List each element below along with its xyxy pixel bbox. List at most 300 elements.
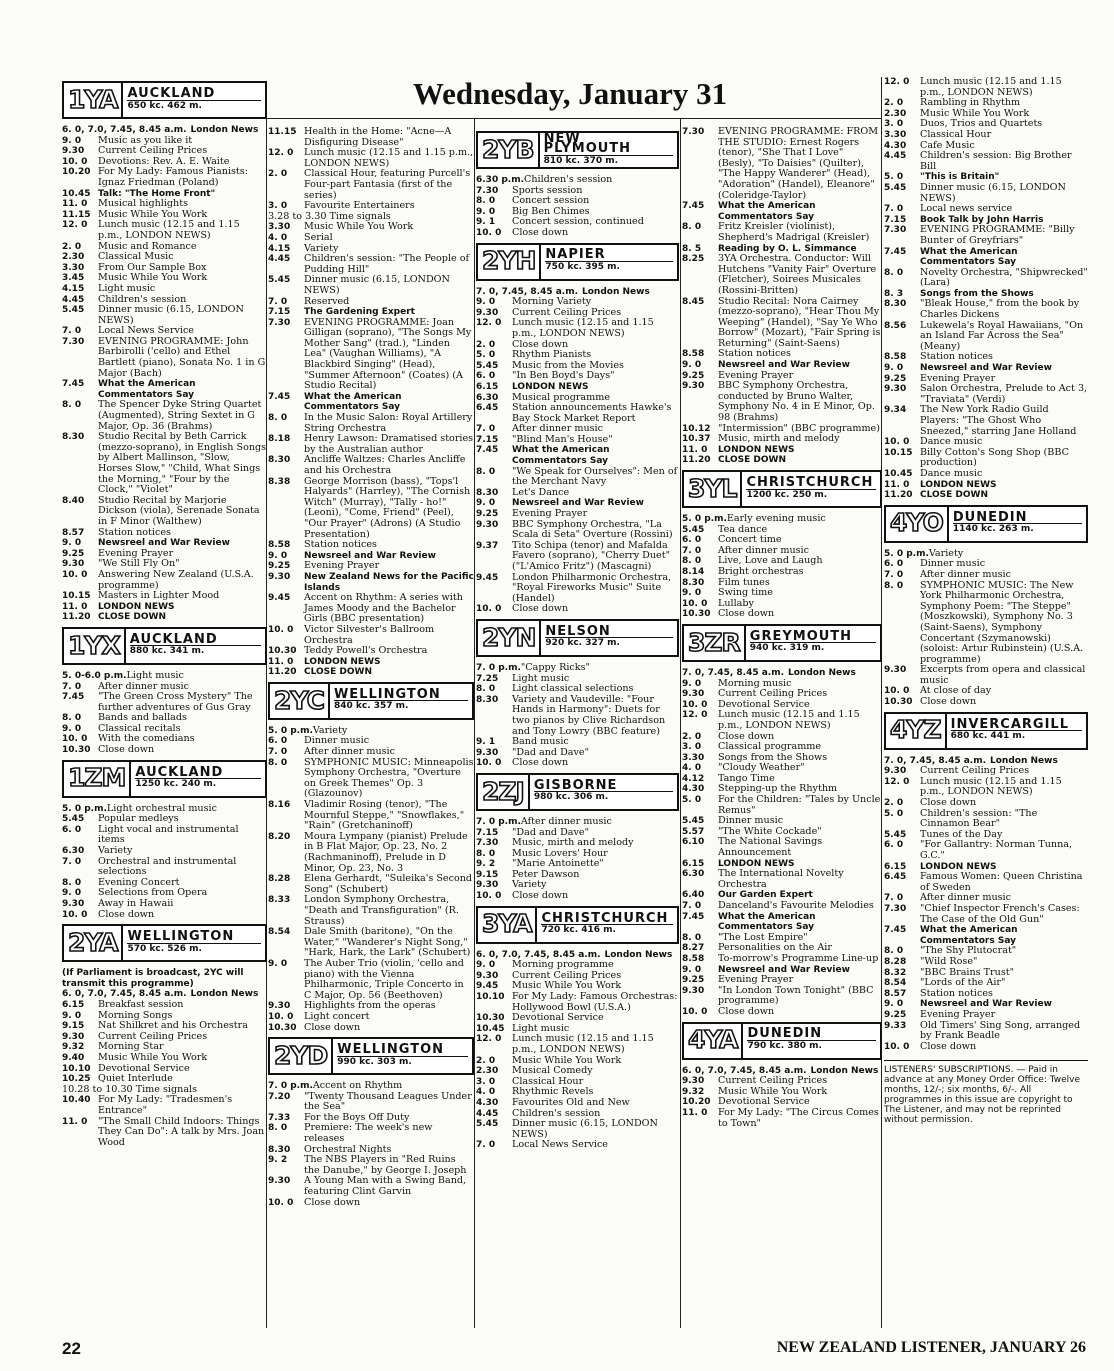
programme-entry xyxy=(476,318,679,339)
programme-time: 6. 0 xyxy=(268,736,288,747)
programme-entry xyxy=(884,204,1088,215)
programme-time: 9.25 xyxy=(884,1009,907,1020)
programme-entry xyxy=(884,989,1088,1000)
programme-entry xyxy=(476,695,679,737)
programme-title: Morning music xyxy=(718,677,792,689)
programme-time: 5. 0 p.m. xyxy=(268,725,313,736)
programme-title: Dance music xyxy=(920,436,983,448)
programme-time: 5.57 xyxy=(682,826,705,837)
programme-entry xyxy=(682,201,882,222)
programme-title: Light music xyxy=(98,282,156,294)
programme-time: 11. 0 xyxy=(682,1107,708,1118)
programme-time: 8. 0 xyxy=(268,1123,288,1134)
programme-title: Close down xyxy=(920,797,977,809)
programme-entry xyxy=(884,581,1088,666)
programme-title: Newsreel and War Review xyxy=(920,363,1052,374)
programme-time: 9.25 xyxy=(682,975,705,986)
programme-title: After dinner music xyxy=(98,680,189,692)
programme-title: London Philharmonic Orchestra, "Royal Fireworks Music" Suite (Handel) xyxy=(512,571,672,604)
programme-title: Children's session xyxy=(524,174,613,185)
programme-time: 7.15 xyxy=(476,434,499,445)
programme-title: Close down xyxy=(512,226,569,238)
programme-entry xyxy=(884,247,1088,268)
station-logo xyxy=(476,131,679,169)
programme-title: Serial xyxy=(304,231,333,243)
programme-title: Newsreel and War Review xyxy=(304,550,436,561)
programme-entry xyxy=(682,710,882,731)
programme-time: 5. 0 xyxy=(884,172,904,183)
programme-title: Musical programme xyxy=(512,391,611,403)
programme-entry xyxy=(268,832,474,874)
station-frequency: 650 kc. 462 m. xyxy=(127,100,202,111)
programme-title: Variety xyxy=(98,845,133,857)
station-call-sign: 2YN xyxy=(478,621,541,655)
station-city: INVERCARGILL xyxy=(951,720,1082,732)
programme-time: 4.15 xyxy=(62,283,85,294)
programme-title: Band music xyxy=(512,736,569,748)
programme-time: 9.30 xyxy=(476,747,499,758)
programme-time: 9. 0 xyxy=(62,135,82,146)
programme-title: Dale Smith (baritone), "On the Water," "Wanderer's Night Song," "Hark, Hark, the Lark" (Schubert) xyxy=(304,926,471,959)
programme-time: 7. 0 xyxy=(476,1140,496,1151)
programme-title: Victor Silvester's Ballroom Orchestra xyxy=(304,623,435,646)
programme-entry xyxy=(62,167,267,188)
programme-title: Dance music xyxy=(920,467,983,479)
station-logo xyxy=(682,470,882,508)
programme-time: 11. 0 xyxy=(62,601,88,612)
programme-entry xyxy=(476,541,679,573)
programme-title: Answering New Zealand (U.S.A. programme) xyxy=(98,568,254,591)
programme-title: Sports session xyxy=(512,184,583,196)
programme-title: Variety xyxy=(304,242,339,254)
station-call-sign: 1YA xyxy=(64,83,123,117)
programme-entry xyxy=(476,663,679,674)
station-logo xyxy=(682,624,882,662)
programme-title: "In Ben Boyd's Days" xyxy=(512,370,615,382)
programme-entry xyxy=(682,349,882,360)
programme-time: 9.30 xyxy=(682,1076,705,1087)
programme-title: Close down xyxy=(718,608,775,620)
programme-title: Musical Comedy xyxy=(512,1065,593,1077)
programme-title: Music and Romance xyxy=(98,240,197,252)
programme-time: 9.40 xyxy=(62,1052,85,1063)
programme-entry xyxy=(884,777,1088,798)
station-info xyxy=(541,245,677,279)
programme-title: Nat Shilkret and his Orchestra xyxy=(98,1020,248,1032)
programme-title: LONDON NEWS xyxy=(304,656,381,667)
programme-time: 10.10 xyxy=(62,1063,91,1074)
programme-time: 10. 0 xyxy=(884,1041,910,1052)
programme-time: 7. 0 xyxy=(62,681,82,692)
programme-entry xyxy=(268,1023,474,1034)
programme-entry xyxy=(884,480,1088,491)
programme-time: 9.45 xyxy=(476,981,499,992)
programme-entry xyxy=(62,1000,267,1011)
programme-title: Bands and ballads xyxy=(98,712,187,724)
programme-title: CLOSE DOWN xyxy=(98,612,167,623)
programme-entry xyxy=(62,220,267,241)
programme-title: Studio Recital by Marjorie Dickson (viola), Serenade Sonata in F Minor (Walthew) xyxy=(98,494,260,527)
programme-entry xyxy=(268,1001,474,1012)
station-city: NELSON xyxy=(545,627,673,639)
station-frequency: 880 kc. 341 m. xyxy=(129,646,205,657)
programme-entry xyxy=(62,671,267,682)
station-city: NAPIER xyxy=(545,250,673,262)
programme-time: 10. 0 xyxy=(682,598,708,609)
programme-title: "Cloudy Weather" xyxy=(718,762,805,774)
programme-entry xyxy=(62,273,267,284)
programme-title: Variety xyxy=(512,879,547,891)
station-frequency: 1250 kc. 240 m. xyxy=(135,779,217,790)
station-call-sign: 3ZR xyxy=(684,626,746,660)
programme-title: Ancliffe Waltzes: Charles Ancliffe and his Orchestra xyxy=(304,454,466,476)
programme-time: 9. 0 xyxy=(62,538,82,549)
station-frequency: 920 kc. 327 m. xyxy=(545,638,620,649)
programme-title: Light music xyxy=(512,1022,570,1034)
programme-title: Evening Prayer xyxy=(920,1008,996,1020)
programme-title: The NBS Players in "Red Ruins the Danube," by George I. Joseph xyxy=(304,1154,467,1176)
programme-title: Health in the Home: "Acne—A Disfiguring Disease" xyxy=(304,126,452,148)
programme-time: 7. 0 p.m. xyxy=(476,662,521,673)
programme-title: What the American Commentators Say xyxy=(920,925,1018,946)
programme-time: 2. 0 xyxy=(682,731,702,742)
programme-entry xyxy=(268,1155,474,1176)
programme-title: After dinner music xyxy=(512,423,603,435)
programme-title: After dinner music xyxy=(520,815,612,827)
programme-entry xyxy=(268,572,474,593)
programme-title: Current Ceiling Prices xyxy=(512,969,622,981)
programme-time: 2. 0 xyxy=(476,1055,496,1066)
programme-time: 5. 0 xyxy=(682,795,702,806)
station-frequency: 790 kc. 380 m. xyxy=(747,1041,822,1052)
programme-time: 10.30 xyxy=(682,609,711,620)
programme-entry xyxy=(682,525,882,536)
programme-time: 7. 0, 7.45, 8.45 a.m. xyxy=(476,286,579,297)
programme-title: Musical highlights xyxy=(98,198,189,210)
programme-time: 12. 0 xyxy=(884,77,910,87)
programme-time: 7.45 xyxy=(884,925,907,936)
programme-title: London News xyxy=(190,125,259,135)
programme-time: 9. 2 xyxy=(476,859,496,870)
programme-time: 6. 0 xyxy=(884,840,904,851)
programme-time: 5.45 xyxy=(884,182,907,193)
programme-title: The International Novelty Orchestra xyxy=(718,868,844,890)
column-3 xyxy=(476,127,679,1151)
programme-title: The Auber Trio (violin, 'cello and piano) with the Vienna Philharmonic, Triple Concerto in C Major, Op. 56 (Beethoven) xyxy=(304,957,464,1001)
programme-time: 9.30 xyxy=(476,970,499,981)
programme-time: 10. 0 xyxy=(268,624,294,635)
programme-time: 6. 0 xyxy=(476,371,496,382)
programme-entry xyxy=(62,825,267,846)
programme-time: 7.45 xyxy=(62,379,85,390)
programme-time: 8.56 xyxy=(884,320,907,331)
programme-entry xyxy=(62,857,267,878)
programme-title: Close down xyxy=(98,908,155,920)
programme-entry xyxy=(884,77,1088,98)
station-city: AUCKLAND xyxy=(130,635,261,647)
programme-title: Novelty Orchestra, "Shipwrecked" (Lara) xyxy=(920,266,1088,289)
programme-title: Highlights from the operas xyxy=(304,1000,436,1012)
programme-time: 9.30 xyxy=(682,985,705,996)
programme-time: 6.30 xyxy=(476,392,499,403)
station-frequency: 980 kc. 306 m. xyxy=(533,792,609,803)
programme-entry xyxy=(682,514,882,525)
programme-title: Morning Variety xyxy=(512,296,592,308)
programme-title: Current Ceiling Prices xyxy=(920,765,1030,777)
programme-entry xyxy=(268,127,474,148)
station-info xyxy=(540,130,677,167)
programme-time: 7. 0 xyxy=(62,856,82,867)
programme-time: 9.30 xyxy=(476,519,499,530)
programme-time: 4.45 xyxy=(884,151,907,162)
programme-entry xyxy=(268,561,474,572)
programme-title: Music While You Work xyxy=(304,221,414,233)
station-info xyxy=(123,83,265,117)
programme-time: 8.30 xyxy=(62,432,85,443)
programme-time: 8.32 xyxy=(884,967,907,978)
programme-time: 4.45 xyxy=(268,254,291,265)
programme-time: 6.15 xyxy=(682,858,705,869)
station-city: AUCKLAND xyxy=(135,768,261,780)
programme-entry xyxy=(682,668,882,679)
programme-time: 8. 0 xyxy=(884,946,904,957)
station-call-sign: 2YH xyxy=(478,245,541,279)
programme-time: 9. 0 xyxy=(268,550,288,561)
programme-title: SYMPHONIC MUSIC: The New York Philharmonic Orchestra, Symphony Poem: "The Steppe" (Moszkowski), Symphony No. 3 (Saint-Saens), Symphony Concertant (Szymanowski) (soloist: Artur Rubinstein) (U.S.A. programme) xyxy=(920,579,1084,665)
programme-title: Evening Prayer xyxy=(718,974,794,986)
programme-title: Close down xyxy=(920,1040,977,1052)
programme-title: Music While You Work xyxy=(98,208,208,220)
programme-title: "For Gallantry: Norman Tunna, G.C." xyxy=(920,839,1073,861)
programme-entry xyxy=(268,318,474,392)
programme-time: 8.45 xyxy=(682,296,705,307)
programme-title: Close down xyxy=(920,696,977,708)
programme-entry xyxy=(62,1032,267,1043)
programme-title: Salon Orchestra, Prelude to Act 3, "Traviata" (Verdi) xyxy=(920,383,1088,405)
programme-note: 10.28 to 10.30 Time signals xyxy=(62,1083,198,1095)
station-logo xyxy=(62,924,267,962)
programme-entry xyxy=(884,405,1088,437)
programme-title: Tito Schipa (tenor) and Mafalda Favero (soprano), "Cherry Duet" ("L'Amico Fritz") (Mascagni) xyxy=(512,539,670,572)
programme-entry xyxy=(268,1092,474,1113)
programme-title: Close down xyxy=(98,744,155,756)
programme-time: 12. 0 xyxy=(62,220,88,231)
programme-time: 11.20 xyxy=(268,667,297,678)
programme-time: 7. 0, 7.45, 8.45 a.m. xyxy=(682,667,785,678)
programme-title: Current Ceiling Prices xyxy=(512,306,622,318)
programme-time: 5.45 xyxy=(884,829,907,840)
programme-time: 9. 0 xyxy=(476,297,496,308)
programme-entry xyxy=(268,1012,474,1023)
programme-time: 7.45 xyxy=(62,692,85,703)
programme-title: Henry Lawson: Dramatised stories by the Australian author xyxy=(304,433,474,455)
station-call-sign: 2YA xyxy=(64,926,123,960)
programme-title: Music as you like it xyxy=(98,134,193,146)
programme-title: LONDON NEWS xyxy=(718,444,795,455)
programme-title: Tea dance xyxy=(718,523,768,535)
programme-entry xyxy=(268,874,474,895)
programme-entry xyxy=(884,549,1088,560)
programme-title: Newsreel and War Review xyxy=(718,964,850,975)
programme-entry xyxy=(476,1034,679,1055)
programme-entry xyxy=(476,604,679,615)
programme-title: Classical Music xyxy=(98,251,174,263)
programme-title: Local News Service xyxy=(98,325,194,337)
programme-title: For My Lady: Famous Pianists: Ignaz Friedman (Poland) xyxy=(98,166,248,188)
programme-entry xyxy=(268,726,474,737)
programme-entry xyxy=(268,275,474,296)
programme-time: 10.40 xyxy=(62,1095,91,1106)
programme-title: Lunch music (12.15 and 1.15 p.m., LONDON NEWS) xyxy=(718,709,860,731)
programme-entry xyxy=(62,432,267,496)
programme-time: 9.30 xyxy=(884,665,907,676)
programme-title: Devotions: Rev. A. E. Waite xyxy=(98,155,230,167)
programme-entry xyxy=(62,612,267,623)
programme-title: EVENING PROGRAMME: Joan Gilligan (soprano), "The Songs My Mother Sang" (trad.), "Linden Lea" (Vaughan Williams), "A Blackbird Singing" (Head), "Summer Afternoon" (Coates) (A Studio Recital) xyxy=(304,316,472,392)
station-info xyxy=(537,908,677,942)
programme-title: London News xyxy=(990,755,1058,766)
programme-time: 6.45 xyxy=(476,403,499,414)
station-logo xyxy=(62,627,267,665)
programme-time: 8.27 xyxy=(682,943,705,954)
programme-entry xyxy=(268,297,474,308)
programme-entry xyxy=(62,899,267,910)
programme-time: 6.30 p.m. xyxy=(476,175,524,185)
programme-title: For the Children: "Tales by Uncle Remus" xyxy=(718,794,881,816)
station-info xyxy=(743,1024,880,1058)
programme-entry xyxy=(682,127,882,201)
programme-entry xyxy=(268,540,474,551)
programme-title: Big Ben Chimes xyxy=(512,205,590,217)
programme-time: 7.45 xyxy=(476,445,499,456)
programme-time: 12. 0 xyxy=(476,1034,502,1045)
programme-time: 9. 1 xyxy=(476,217,496,228)
programme-time: 10. 0 xyxy=(62,156,88,167)
programme-time: 10.15 xyxy=(884,447,913,458)
programme-entry xyxy=(62,570,267,591)
programme-entry xyxy=(268,927,474,959)
programme-time: 9. 0 xyxy=(476,206,496,217)
programme-title: Close down xyxy=(512,338,569,350)
station-info xyxy=(541,621,677,655)
programme-title: Danceland's Favourite Melodies xyxy=(718,900,874,911)
programme-time: 9.30 xyxy=(268,1001,291,1012)
programme-note: (If Parliament is broadcast, 2YC will transmit this programme) xyxy=(62,968,244,989)
programme-title: Lunch music (12.15 and 1.15 p.m., LONDON NEWS) xyxy=(512,1033,654,1055)
programme-title: Light music xyxy=(512,672,570,684)
programme-time: 5. 0 xyxy=(884,808,904,819)
programme-time: 12. 0 xyxy=(476,318,502,329)
station-info xyxy=(131,762,265,796)
programme-title: Concert session xyxy=(512,195,590,207)
programme-title: In the Music Salon: Royal Artillery String Orchestra xyxy=(304,412,473,434)
programme-entry xyxy=(682,901,882,912)
programme-title: Evening Prayer xyxy=(920,372,996,384)
programme-title: At close of day xyxy=(920,685,992,697)
programme-title: With the comedians xyxy=(98,733,195,745)
programme-note: 3.28 to 3.30 Time signals xyxy=(268,210,391,222)
programme-title: For My Lady: "The Circus Comes to Town" xyxy=(718,1106,879,1129)
programme-title: Classical programme xyxy=(718,741,822,753)
programme-time: 10. 0 xyxy=(476,891,502,902)
programme-entry xyxy=(884,321,1088,353)
programme-title: The Spencer Dyke String Quartet (Augmented), String Sextet in G Major, Op. 36 (Brahms) xyxy=(98,399,262,432)
programme-title: Peter Dawson xyxy=(512,868,580,880)
programme-entry xyxy=(268,233,474,244)
programme-title: LONDON NEWS xyxy=(512,381,589,392)
programme-time: 7.30 xyxy=(268,317,291,328)
programme-title: Variety xyxy=(312,724,348,736)
station-frequency: 1140 kc. 263 m. xyxy=(952,524,1034,535)
programme-time: 10. 0 xyxy=(268,1011,294,1022)
programme-time: 6.10 xyxy=(682,837,705,848)
programme-time: 3.30 xyxy=(682,752,705,763)
programme-time: 9.30 xyxy=(62,146,85,157)
programme-title: Cafe Music xyxy=(920,139,975,151)
station-frequency: 810 kc. 370 m. xyxy=(543,155,619,166)
programme-entry xyxy=(476,1013,679,1024)
programme-title: "BBC Brains Trust" xyxy=(920,966,1015,978)
programme-entry xyxy=(682,599,882,610)
programme-title: BBC Symphony Orchestra, "La Scala di Seta" Overture (Rossini) xyxy=(512,518,673,541)
station-call-sign: 2ZJ xyxy=(478,775,530,809)
station-call-sign: 4YZ xyxy=(886,714,947,748)
programme-title: CLOSE DOWN xyxy=(304,667,373,678)
programme-title: Moura Lympany (pianist) Prelude in B Flat Major, Op. 23, No. 2 (Rachmaninoff), Prelude in D Minor, Op. 23, No. 3 xyxy=(304,830,468,874)
programme-time: 8.28 xyxy=(268,874,291,885)
programme-entry xyxy=(268,1198,474,1209)
programme-title: What the American Commentators Say xyxy=(512,445,610,467)
programme-title: Orchestral and instrumental selections xyxy=(98,855,237,878)
programme-title: London News xyxy=(810,1065,879,1076)
programme-time: 8.30 xyxy=(884,299,907,310)
programme-title: CLOSE DOWN xyxy=(718,455,787,466)
programme-time: 6.40 xyxy=(682,890,705,901)
programme-title: Dinner music (6.15, LONDON NEWS) xyxy=(98,304,244,326)
programme-title: Classical Hour xyxy=(920,128,992,140)
programme-title: Let's Dance xyxy=(512,486,570,498)
programme-title: "In London Town Tonight" (BBC programme) xyxy=(718,984,874,1007)
programme-title: Devotional Service xyxy=(718,1096,810,1108)
programme-entry xyxy=(268,593,474,625)
programme-title: Quiet Interlude xyxy=(98,1073,173,1085)
programme-title: BBC Symphony Orchestra, conducted by Bruno Walter, Symphony No. 4 in E Minor, Op. 98 (Brahms) xyxy=(718,380,875,424)
programme-entry xyxy=(884,384,1088,405)
programme-time: 5.45 xyxy=(682,524,705,535)
programme-title: Light music xyxy=(126,669,184,681)
programme-time: 8. 0 xyxy=(476,466,496,477)
programme-entry xyxy=(682,912,882,933)
programme-title: The Gardening Expert xyxy=(304,307,415,318)
programme-title: The New York Radio Guild Players: "The Ghost Who Sneezed," starring Jane Holland xyxy=(920,404,1077,437)
programme-title: Accent on Rhythm xyxy=(312,1080,403,1092)
programme-title: What the American Commentators Say xyxy=(920,246,1018,268)
programme-time: 4.30 xyxy=(884,140,907,151)
programme-title: After dinner music xyxy=(718,544,809,556)
programme-time: 8. 0 xyxy=(268,413,288,424)
programme-entry xyxy=(62,379,267,400)
programme-time: 10. 0 xyxy=(62,734,88,745)
programme-time: 7.20 xyxy=(268,1091,291,1102)
programme-time: 3.30 xyxy=(62,262,85,273)
programme-time: 9.45 xyxy=(268,593,291,604)
subscription-notice: LISTENERS' SUBSCRIPTIONS. — Paid in advance at any Money Order Office: Twelve months, 12/-; six months, 6/-. All programmes in this issue are copyright to The Listener, and may not be reprinted without permission. xyxy=(884,1060,1088,1125)
programme-entry xyxy=(476,175,679,186)
programme-time: 11.15 xyxy=(62,209,91,220)
programme-title: Lullaby xyxy=(718,597,754,609)
programme-title: Orchestral Nights xyxy=(304,1143,392,1155)
station-frequency: 940 kc. 319 m. xyxy=(749,643,825,654)
